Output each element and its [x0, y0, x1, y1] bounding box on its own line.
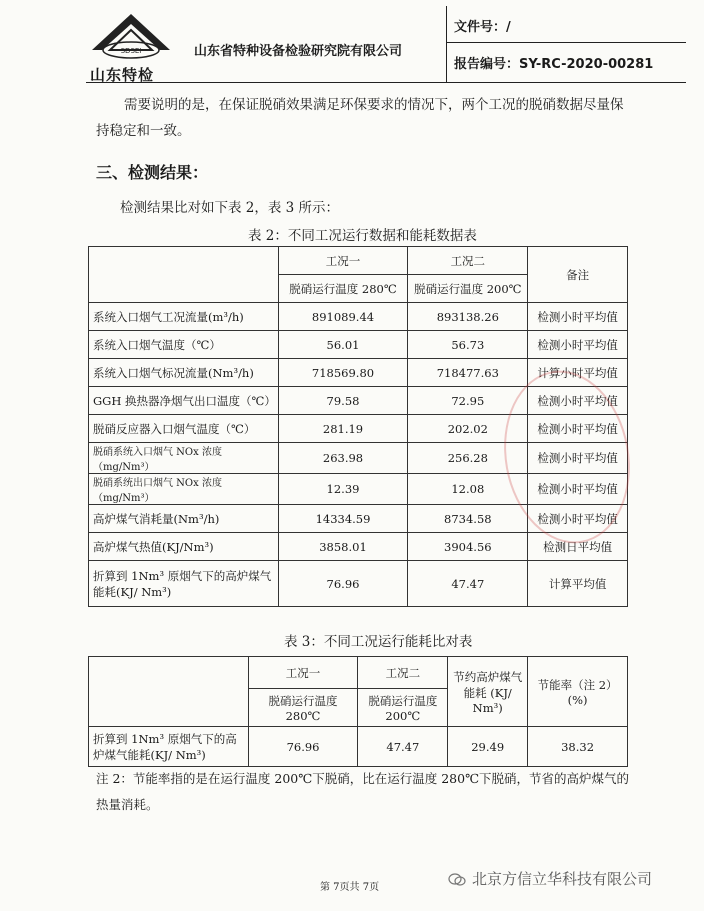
table2-value-1: 79.58: [278, 387, 408, 415]
table2-remark: 检测小时平均值: [528, 387, 628, 415]
table2-row-label: 系统入口烟气工况流量(m³/h): [89, 303, 279, 331]
section-heading: 三、检测结果：: [96, 163, 209, 182]
table2-value-1: 718569.80: [278, 359, 408, 387]
header-divider-h: [446, 42, 686, 43]
report-number: 报告编号：SY-RC-2020-00281: [454, 57, 654, 72]
table3-col4: 节能率（注 2）(%): [528, 657, 628, 727]
table2-row: [89, 331, 628, 359]
table2-remark: 检测小时平均值: [528, 415, 628, 443]
table2-value-2: 3904.56: [408, 533, 528, 561]
table3-col1: 工况一: [248, 657, 358, 689]
table2-value-1: 12.39: [278, 474, 408, 505]
table2-remark: 计算平均值: [528, 561, 628, 607]
footnote: 注 2：节能率指的是在运行温度 200℃下脱硝，比在运行温度 280℃下脱硝，节省的高炉煤气的热量消耗。: [96, 771, 630, 812]
table2-value-1: 14334.59: [278, 505, 408, 533]
table3-col3: 节约高炉煤气能耗 (KJ/ Nm³): [448, 657, 528, 727]
table2-row-label: 脱硝系统入口烟气 NOx 浓度（mg/Nm³）: [89, 443, 279, 474]
table2-value-1: 891089.44: [278, 303, 408, 331]
header-divider: [446, 6, 447, 82]
table2-row-label: 脱硝系统出口烟气 NOx 浓度（mg/Nm³）: [89, 474, 279, 505]
table3-corner: [89, 657, 249, 727]
table2-row-label: 脱硝反应器入口烟气温度（℃）: [89, 415, 279, 443]
table2-row: [89, 303, 628, 331]
table2-value-2: 893138.26: [408, 303, 528, 331]
table2-value-2: 256.28: [408, 443, 528, 474]
table3-col2: 工况二: [358, 657, 448, 689]
wechat-icon: [448, 873, 466, 887]
table2-remark: 检测小时平均值: [528, 331, 628, 359]
table2-row-label: 系统入口烟气标况流量(Nm³/h): [89, 359, 279, 387]
logo-text: 山东特检: [90, 66, 155, 84]
table2-value-1: 3858.01: [278, 533, 408, 561]
table2-remark: 检测小时平均值: [528, 303, 628, 331]
table2-row-label: 折算到 1Nm³ 原烟气下的高炉煤气能耗(KJ/ Nm³): [89, 561, 279, 607]
watermark-text: 北京方信立华科技有限公司: [472, 870, 653, 888]
table2-value-2: 56.73: [408, 331, 528, 359]
table2-row-label: 高炉煤气消耗量(Nm³/h): [89, 505, 279, 533]
table2-col1-sub: 脱硝运行温度 280℃: [278, 275, 408, 303]
table2-value-2: 72.95: [408, 387, 528, 415]
page-number: 第 7页共 7页: [320, 882, 380, 893]
intro-text: 检测结果比对如下表 2，表 3 所示：: [120, 200, 340, 216]
table3-v1: 76.96: [248, 727, 358, 767]
table3-row-label: 折算到 1Nm³ 原烟气下的高炉煤气能耗(KJ/ Nm³): [89, 727, 249, 767]
table2-remark: 检测日平均值: [528, 533, 628, 561]
table2-caption: 表 2：不同工况运行数据和能耗数据表: [248, 228, 477, 244]
table2-value-2: 8734.58: [408, 505, 528, 533]
table2-row: [89, 561, 628, 607]
table3-caption: 表 3：不同工况运行能耗比对表: [284, 634, 473, 650]
table2-value-1: 56.01: [278, 331, 408, 359]
table2-col3: 备注: [528, 247, 628, 303]
table2-value-2: 12.08: [408, 474, 528, 505]
table3-col2-sub: 脱硝运行温度 200℃: [358, 689, 448, 727]
table2-remark: 检测小时平均值: [528, 443, 628, 474]
table2-value-2: 202.02: [408, 415, 528, 443]
table2-row-label: GGH 换热器净烟气出口温度（℃）: [89, 387, 279, 415]
logo-badge: SDSEI: [120, 47, 142, 55]
table3-v3: 29.49: [448, 727, 528, 767]
table2-value-1: 76.96: [278, 561, 408, 607]
table2-row-label: 系统入口烟气温度（℃）: [89, 331, 279, 359]
table2-value-1: 263.98: [278, 443, 408, 474]
table2-col1: 工况一: [278, 247, 408, 275]
table2-value-1: 281.19: [278, 415, 408, 443]
paragraph-note: 需要说明的是，在保证脱硝效果满足环保要求的情况下，两个工况的脱硝数据尽量保持稳定和一致。: [96, 97, 624, 139]
table2-corner: [89, 247, 279, 303]
report-header: [86, 6, 686, 83]
table2-row-label: 高炉煤气热值(KJ/Nm³): [89, 533, 279, 561]
document-number: 文件号：/: [454, 20, 511, 35]
table3-col1-sub: 脱硝运行温度 280℃: [248, 689, 358, 727]
organization-name: 山东省特种设备检验研究院有限公司: [194, 44, 403, 59]
table2-remark: 检测小时平均值: [528, 505, 628, 533]
table3: [88, 656, 628, 767]
table2-row: [89, 533, 628, 561]
table2-remark: 计算小时平均值: [528, 359, 628, 387]
table2-value-2: 47.47: [408, 561, 528, 607]
table2-remark: 检测小时平均值: [528, 474, 628, 505]
table2-col2-sub: 脱硝运行温度 200℃: [408, 275, 528, 303]
table2-col2: 工况二: [408, 247, 528, 275]
table3-v4: 38.32: [528, 727, 628, 767]
table2-value-2: 718477.63: [408, 359, 528, 387]
watermark: [448, 868, 652, 889]
table3-v2: 47.47: [358, 727, 448, 767]
